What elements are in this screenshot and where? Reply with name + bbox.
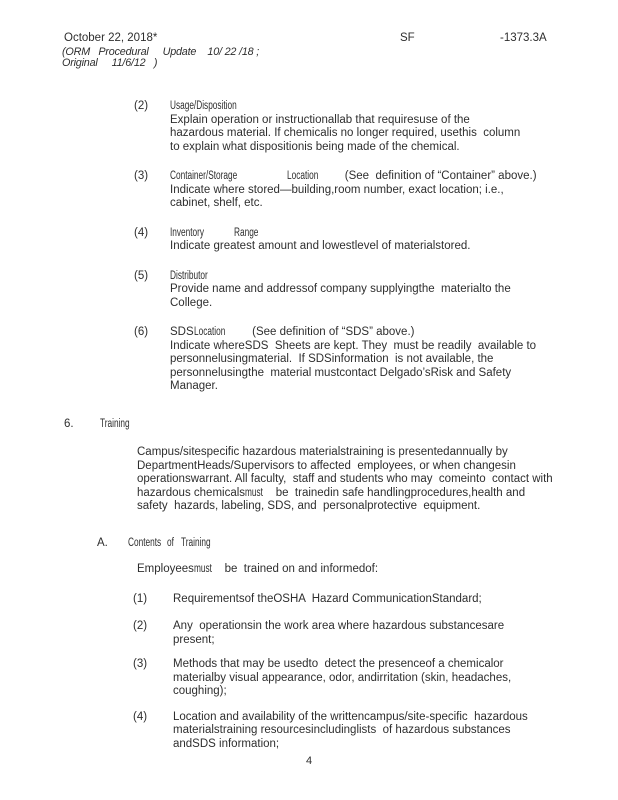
item-label [170,270,511,284]
text-line [173,738,528,752]
condensed-text: Range [234,226,259,239]
header-revision-line-2: Original 11/6/12 ) [62,57,158,69]
text-line [173,724,528,738]
text-line [170,114,520,128]
condensed-text: must [245,486,263,499]
text-line [170,240,470,254]
condensed-text: Contents [128,536,162,549]
text-segment: be trainedin safe handlingprocedures,health and [262,486,526,499]
item-body [170,100,520,154]
condensed-text: Location [193,326,225,338]
item-body [170,326,536,394]
text-segment: (See definition of “SDS” above.) [252,326,415,338]
text-line [170,141,520,155]
paragraph [137,446,618,514]
text-line [170,340,536,354]
text-line [173,711,528,725]
text-segment: personnelusingthe material mustcontact Delgado’sRisk and Safety [170,366,512,379]
item-label [170,227,470,241]
text-line [170,197,537,211]
text-line [137,500,618,514]
text-line [170,184,537,198]
item-body [173,711,528,752]
text-line [173,685,511,699]
condensed-text: Training [100,417,130,430]
text-segment: cabinet, shelf, etc. [170,197,263,209]
paragraph [137,563,618,577]
item-body [137,563,618,577]
text-line [170,380,536,394]
text-segment: materialstraining resourcesincludinglists of hazardous substances [173,724,511,736]
definition-item [134,170,618,211]
item-label [100,418,130,432]
item-body [137,446,618,514]
text-segment: Any operationsin the work area where hazardous substancesare [173,620,505,632]
text-line [137,473,618,487]
text-line [173,672,511,686]
item-number: 6. [64,417,74,430]
page-number: 4 [305,755,313,767]
item-number: (1) [133,592,148,605]
item-number: (4) [134,226,149,239]
text-segment: (See definition of “Container” above.) [344,170,537,182]
definition-item [134,326,618,394]
condensed-text: of [167,536,175,549]
training-subitem [133,711,618,752]
subsection-heading [97,537,618,551]
item-number: (4) [133,710,148,723]
header-date: October 22, 2018* [64,32,158,44]
header-revision-line-1: (ORM Procedural Update 10/ 22 /18 ; [62,46,260,58]
text-line [173,634,504,648]
text-segment: materialby visual appearance, odor, andirritation (skin, headaches, [173,671,512,684]
text-line [137,563,618,577]
item-number: (3) [134,170,149,182]
definition-item [134,227,618,254]
text-segment: coughing); [173,685,227,697]
condensed-text: Location [287,170,319,182]
text-line [170,283,511,297]
text-segment: Location and availability of the writtencampus/site-specific hazardous [173,710,528,723]
text-segment: Indicate greatest amount and lowestlevel of materialstored. [170,240,471,252]
condensed-text: Distributor [170,269,208,282]
header-doc-code: -1373.3A [500,32,547,44]
text-line [173,658,511,672]
text-segment: Provide name and addressof company supplyingthe materialto the [170,283,511,295]
text-segment: present; [173,633,215,646]
condensed-text: Container/Storage [170,170,238,182]
text-segment: hazardous chemicals [137,486,246,499]
text-segment: Indicate where stored—building,room number, exact location; i.e., [170,183,504,196]
text-segment: Requirementsof theOSHA Hazard CommunicationStandard; [173,592,482,605]
text-line [170,353,536,367]
text-segment: Employees [137,563,194,575]
text-segment: Methods that may be usedto detect the presenceof a chemicalor [173,658,504,670]
training-subitem [133,593,618,607]
condensed-text: must [193,563,212,575]
text-segment: DepartmentHeads/Supervisors to affected employees, or when changesin [137,459,516,472]
item-number: (6) [134,326,149,338]
item-label [170,326,536,340]
text-segment: Manager. [170,380,218,392]
condensed-text: Inventory [170,226,205,239]
item-body [128,537,211,551]
text-segment: be trained on and informedof: [211,563,379,575]
item-body [100,418,130,432]
item-number: (5) [134,269,149,282]
text-line [137,460,618,474]
text-segment: College. [170,296,213,309]
item-body [173,593,482,607]
definition-item [134,270,618,311]
text-segment: SDS [170,326,194,338]
text-segment: operationswarrant. All faculty, staff and students who may comeinto contact with [137,473,553,485]
text-line [170,297,511,311]
item-body [170,227,470,254]
training-subitem [133,620,618,647]
text-line [137,446,618,460]
item-label [128,537,211,551]
item-body [173,620,504,647]
item-body [170,270,511,311]
item-number: (2) [133,620,148,632]
section-heading [64,418,618,432]
text-line [170,367,536,381]
item-number: (3) [133,658,148,670]
text-segment: to explain what dispositionis being made of the chemical. [170,140,460,153]
header-sf-code: SF [400,32,415,44]
text-segment: safety hazards, labeling, SDS, and personalprotective equipment. [137,500,481,512]
item-label [170,170,537,184]
item-label [170,100,520,114]
item-number: A. [97,536,108,549]
definition-item [134,100,618,154]
text-line [170,127,520,141]
text-segment: Campus/sitespecific hazardous materialstraining is presentedannually by [137,446,508,458]
item-number: (2) [134,100,149,112]
item-body [173,658,511,699]
item-body [170,170,537,211]
text-segment: hazardous material. If chemicalis no longer required, usethis column [170,127,521,139]
text-segment: personnelusingmaterial. If SDSinformation is not available, the [170,353,494,365]
text-line [173,593,482,607]
training-subitem [133,658,618,699]
text-line [137,487,618,501]
text-segment: andSDS information; [173,737,280,750]
text-line [173,620,504,634]
text-segment: Indicate whereSDS Sheets are kept. They must be readily available to [170,339,537,352]
condensed-text: Usage/Disposition [170,100,237,112]
condensed-text: Training [180,536,211,549]
text-segment: Explain operation or instructionallab that requiresuse of the [170,113,470,126]
